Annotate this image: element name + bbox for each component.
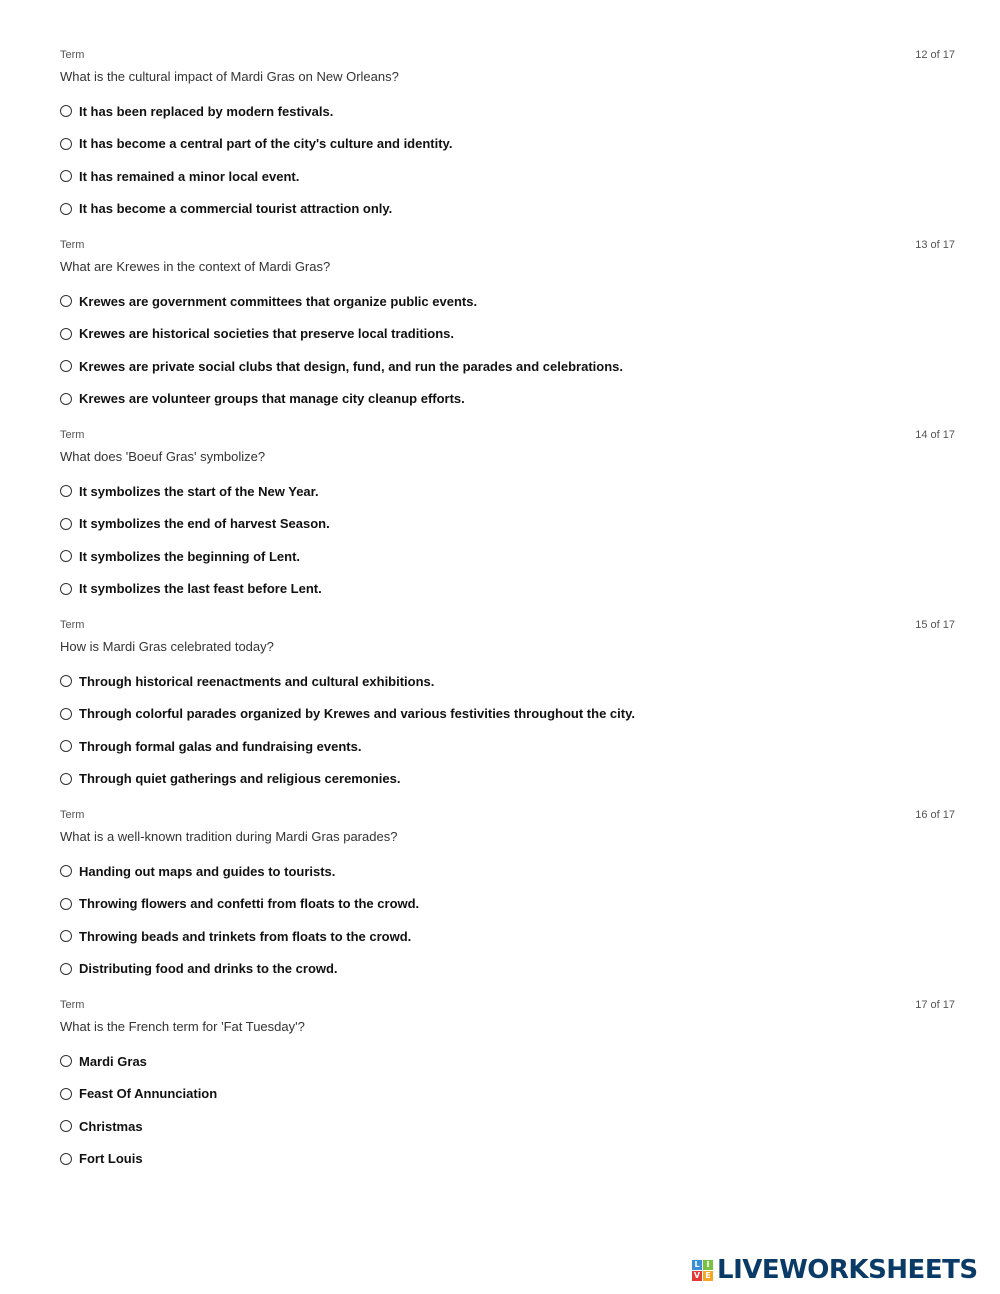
answer-option-label: It has been replaced by modern festivals.: [79, 103, 334, 119]
answer-option[interactable]: [60, 1078, 955, 1111]
question-text: What are Krewes in the context of Mardi Gras?: [60, 259, 331, 274]
answer-option-label: Fort Louis: [79, 1151, 143, 1167]
question-counter: 12 of 17: [915, 49, 955, 61]
question-text: What is a well-known tradition during Mardi Gras parades?: [60, 829, 398, 844]
radio-button-icon[interactable]: [60, 708, 72, 720]
answer-option[interactable]: [60, 888, 955, 921]
question-block-6: [60, 997, 955, 1187]
answer-option[interactable]: [60, 665, 955, 698]
radio-button-icon[interactable]: [60, 328, 72, 340]
question-counter: 15 of 17: [915, 619, 955, 631]
radio-button-icon[interactable]: [60, 393, 72, 405]
answer-option-label: Mardi Gras: [79, 1053, 147, 1069]
radio-button-icon[interactable]: [60, 583, 72, 595]
answer-options: [60, 665, 955, 795]
answer-option[interactable]: [60, 698, 955, 731]
radio-button-icon[interactable]: [60, 898, 72, 910]
logo-mark-icon: [692, 1260, 713, 1281]
question-block-5: [60, 807, 955, 997]
answer-options: [60, 95, 955, 225]
answer-option[interactable]: [60, 1110, 955, 1143]
logo-mark-letter-i: I: [703, 1260, 713, 1270]
term-label: Term: [60, 239, 85, 251]
answer-option[interactable]: [60, 763, 955, 796]
radio-button-icon[interactable]: [60, 963, 72, 975]
term-label: Term: [60, 809, 85, 821]
question-text: What does 'Boeuf Gras' symbolize?: [60, 449, 266, 464]
answer-option-label: Krewes are government committees that organize public events.: [79, 293, 478, 309]
radio-button-icon[interactable]: [60, 865, 72, 877]
question-block-4: [60, 617, 955, 807]
radio-button-icon[interactable]: [60, 295, 72, 307]
question-header: [60, 47, 955, 63]
answer-option[interactable]: [60, 95, 955, 128]
answer-option-label: Distributing food and drinks to the crowd.: [79, 961, 338, 977]
radio-button-icon[interactable]: [60, 105, 72, 117]
radio-button-icon[interactable]: [60, 360, 72, 372]
radio-button-icon[interactable]: [60, 550, 72, 562]
answer-option-label: Through colorful parades organized by Krewes and various festivities throughout the city.: [79, 706, 635, 722]
logo-text: LIVEWORKSHEETS: [717, 1255, 978, 1285]
term-label: Term: [60, 429, 85, 441]
answer-option[interactable]: [60, 508, 955, 541]
answer-option[interactable]: [60, 953, 955, 986]
question-header: [60, 807, 955, 823]
answer-option-label: Christmas: [79, 1118, 143, 1134]
term-label: Term: [60, 999, 85, 1011]
radio-button-icon[interactable]: [60, 1153, 72, 1165]
answer-option-label: Throwing flowers and confetti from floats to the crowd.: [79, 896, 420, 912]
answer-option-label: It symbolizes the start of the New Year.: [79, 483, 319, 499]
question-counter: 13 of 17: [915, 239, 955, 251]
answer-option-label: It symbolizes the beginning of Lent.: [79, 548, 301, 564]
answer-option-label: Krewes are private social clubs that design, fund, and run the parades and celebrations.: [79, 358, 623, 374]
answer-option-label: It has become a central part of the city's culture and identity.: [79, 136, 453, 152]
question-header: [60, 617, 955, 633]
answer-option-label: Throwing beads and trinkets from floats to the crowd.: [79, 928, 412, 944]
answer-option[interactable]: [60, 383, 955, 416]
answer-option[interactable]: [60, 920, 955, 953]
question-text: What is the French term for 'Fat Tuesday'?: [60, 1019, 305, 1034]
question-counter: 17 of 17: [915, 999, 955, 1011]
answer-option[interactable]: [60, 855, 955, 888]
question-counter: 16 of 17: [915, 809, 955, 821]
answer-option[interactable]: [60, 730, 955, 763]
logo-mark-letter-l: L: [692, 1260, 702, 1270]
answer-options: [60, 855, 955, 985]
answer-option-label: Krewes are historical societies that preserve local traditions.: [79, 326, 454, 342]
answer-option[interactable]: [60, 1045, 955, 1078]
answer-option[interactable]: [60, 128, 955, 161]
question-text: What is the cultural impact of Mardi Gras on New Orleans?: [60, 69, 399, 84]
radio-button-icon[interactable]: [60, 1088, 72, 1100]
radio-button-icon[interactable]: [60, 138, 72, 150]
answer-option-label: Krewes are volunteer groups that manage city cleanup efforts.: [79, 391, 465, 407]
logo-mark-letter-v: V: [693, 1270, 701, 1280]
term-label: Term: [60, 49, 85, 61]
answer-options: [60, 1045, 955, 1175]
answer-option-label: It symbolizes the end of harvest Season.: [79, 516, 330, 532]
radio-button-icon[interactable]: [60, 740, 72, 752]
radio-button-icon[interactable]: [60, 170, 72, 182]
radio-button-icon[interactable]: [60, 485, 72, 497]
question-header: [60, 997, 955, 1013]
radio-button-icon[interactable]: [60, 930, 72, 942]
answer-option[interactable]: [60, 285, 955, 318]
answer-option[interactable]: [60, 160, 955, 193]
answer-option-label: Through quiet gatherings and religious ceremonies.: [79, 771, 401, 787]
answer-option-label: Through formal galas and fundraising events.: [79, 738, 362, 754]
answer-option[interactable]: [60, 1143, 955, 1176]
answer-options: [60, 475, 955, 605]
question-header: [60, 427, 955, 443]
answer-option-label: It has remained a minor local event.: [79, 168, 300, 184]
question-text: How is Mardi Gras celebrated today?: [60, 639, 274, 654]
answer-option-label: It symbolizes the last feast before Lent.: [79, 581, 322, 597]
answer-options: [60, 285, 955, 415]
radio-button-icon[interactable]: [60, 203, 72, 215]
liveworksheets-logo: [692, 1254, 978, 1286]
radio-button-icon[interactable]: [60, 773, 72, 785]
radio-button-icon[interactable]: [60, 1055, 72, 1067]
logo-mark-letter-e: E: [703, 1271, 713, 1281]
answer-option[interactable]: [60, 540, 955, 573]
answer-option[interactable]: [60, 573, 955, 606]
term-label: Term: [60, 619, 85, 631]
radio-button-icon[interactable]: [60, 1120, 72, 1132]
answer-option-label: Through historical reenactments and cultural exhibitions.: [79, 673, 435, 689]
radio-button-icon[interactable]: [60, 518, 72, 530]
question-block-1: [60, 47, 955, 237]
answer-option[interactable]: [60, 193, 955, 226]
answer-option-label: Handing out maps and guides to tourists.: [79, 863, 336, 879]
question-block-2: [60, 237, 955, 427]
question-block-3: [60, 427, 955, 617]
answer-option-label: Feast Of Annunciation: [79, 1086, 218, 1102]
answer-option[interactable]: [60, 318, 955, 351]
question-header: [60, 237, 955, 253]
radio-button-icon[interactable]: [60, 675, 72, 687]
question-counter: 14 of 17: [915, 429, 955, 441]
answer-option[interactable]: [60, 350, 955, 383]
answer-option-label: It has become a commercial tourist attraction only.: [79, 201, 393, 217]
answer-option[interactable]: [60, 475, 955, 508]
question-list: [60, 47, 955, 1187]
